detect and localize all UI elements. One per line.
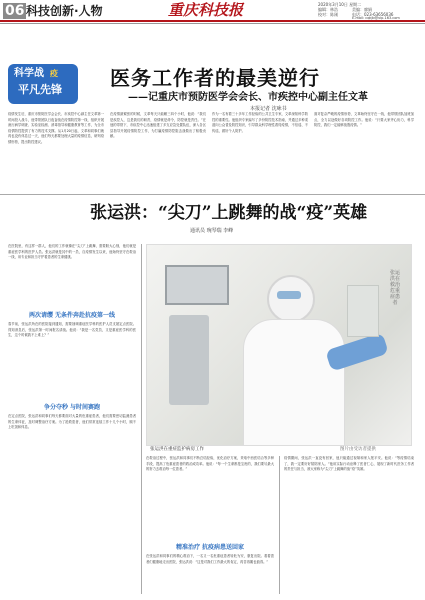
article1-col2: 在疫情最紧张的时候，文革每天只能睡三四个小时，他说：“我们是疾控人，这是我们的职责，疫情就是命令，防控就是责任。”在他的带领下，市疾控中心迅速组建了多支应急处置队伍，深入各区县指导开展疫情防控工作，为打赢疫情防控阻击战做出了积极贡献。 bbox=[110, 112, 206, 139]
article2-subhead1: 两次请缨 无条件奔赴抗疫第一线 bbox=[28, 312, 116, 319]
photo-credit: 图片由受访者提供 bbox=[340, 447, 376, 452]
column-badge bbox=[8, 64, 78, 104]
monitor-shape bbox=[165, 265, 229, 305]
article2-subhead2: 争分夺秒 与时间赛跑 bbox=[43, 404, 101, 411]
article1-subtitle: ——记重庆市预防医学会会长、市疾控中心副主任文革 bbox=[128, 92, 368, 103]
proof-line: 校对：陈刚 bbox=[318, 12, 338, 17]
featured-photo bbox=[146, 244, 412, 446]
article2-byline: 通讯员 琬琴瑞 李峰 bbox=[190, 228, 234, 234]
article1-col1: 疫情发生后，重庆市预防医学会会长、市疾控中心副主任文革第一时间投入战斗，他带领团队日夜奋战在疫情防控第一线，组织开展流行病学调查、实验室检测、消毒指导和健康教育等工作，为全市疫情防控提供了有力的技术支撑。从1月20日起，文革和同事们就再也没有休息过一天，他们每天都要处理大量的疫情信息，研判疫情形势，提出防控建议。 bbox=[8, 112, 104, 144]
page-number: 06 bbox=[5, 3, 25, 19]
protective-suit-shape bbox=[243, 319, 345, 446]
article2-title: 张运洪：“尖刀”上跳舞的战“疫”英雄 bbox=[90, 203, 368, 223]
newspaper-logo: 重庆科技报 bbox=[168, 1, 244, 19]
article2-sub1-body: 春节前，张运洪所在的医院接到通知，需要抽调重症医学科的医护人员支援定点医院。得知消息后，张运洪第一时间报名请战。他说：“我是一名党员，又是重症医学科的医生，这个时候我不上谁上？” bbox=[8, 322, 136, 338]
doctor-head-shape bbox=[267, 275, 315, 323]
article2-intro: 在医院里，有这样一群人，他们的工作就像在“尖刀”上跳舞，需要胆大心细，他们就是重症医学科的医护人员。张运洪就是其中的一员，自疫情发生以来，他始终坚守在救治一线，用专业和担当守护着患者的生命健康。 bbox=[8, 244, 136, 260]
section-divider bbox=[0, 194, 425, 195]
article2-sub2-body: 在定点医院，张运洪和同事们每天都要面对大量的危重症患者，他们需要密切监测患者的生命体征，及时调整治疗方案。为了抢救患者，他们常常连续工作十几个小时，顾不上吃饭和休息。 bbox=[8, 414, 136, 430]
column-rule-2 bbox=[279, 456, 280, 594]
photo-vertical-text: 张运洪在救治危重症患者 bbox=[390, 270, 401, 306]
article2-col-mid: 在救治过程中，张运洪和同事们不断总结经验，优化治疗方案，采取中西医结合等多种手段，提高了危重症患者的救治成功率。他说：“每一个生命都是宝贵的，我们要尽最大的努力去救治每一位患者。” bbox=[146, 456, 274, 472]
goggles-shape bbox=[277, 291, 301, 299]
badge-line1: 科学战 bbox=[14, 68, 44, 79]
section-title: 科技创新·人物 bbox=[26, 4, 103, 18]
article1-col4: 面对复杂严峻的疫情形势，文革始终坚守在一线，他带领团队加班加点，全力以赴做好各项防控工作。他说：“只要大家齐心协力，科学防控，我们一定能够战胜疫情。” bbox=[314, 112, 414, 128]
editor-line: 编辑：林浩 bbox=[318, 7, 338, 12]
email-line: E-mail: cqkjb@vip.163.com bbox=[352, 16, 400, 20]
badge-line2: 平凡先锋 bbox=[18, 83, 62, 96]
phone-line: 电话：023-63656036 bbox=[352, 12, 394, 17]
badge-virus-highlight: 疫 bbox=[50, 69, 58, 78]
photo-caption: 张运洪在重症监护病房工作 bbox=[150, 447, 204, 452]
article1-byline: 本报记者 沈咏书 bbox=[250, 106, 287, 112]
article2-sub3-body: 在张运洪和同事们的精心救治下，一名又一名危重症患者转危为安，康复出院。看着患者们健康地走出医院，张运洪说：“这是对我们工作最大的肯定，再苦再累也值得。” bbox=[146, 554, 274, 564]
article2-col-right: 疫情期间，张运洪一直没有回家，他只能通过视频和家人报平安。他说：“等疫情结束了，我一定要好好陪陪家人。”他用实际行动诠释了医者仁心，展现了新时代医务工作者的责任与担当，被大家称为“尖刀”上跳舞的战“疫”英雄。 bbox=[284, 456, 414, 472]
designer-line: 美编：廖娟 bbox=[352, 7, 372, 12]
article1-title: 医务工作者的最美逆行 bbox=[110, 66, 320, 90]
article2-subhead3: 精准治疗 抗疫病患送回家 bbox=[175, 544, 245, 551]
article1-col3: 作为一名有着三十多年工作经验的公共卫生专家，文革深知科学防控的重要性。他组织专家编写了多份防控技术指南，并通过多种渠道向公众普及防控知识，引导群众科学理性看待疫情，不信谣、不传谣，做好个人防护。 bbox=[212, 112, 308, 133]
equipment-shape bbox=[169, 315, 209, 405]
header-rule bbox=[0, 20, 425, 22]
column-rule bbox=[141, 244, 142, 594]
iv-bag-shape bbox=[347, 285, 379, 337]
header-rule-thin bbox=[0, 23, 425, 24]
date-line: 2020年3月10日 星期二 bbox=[318, 2, 362, 7]
